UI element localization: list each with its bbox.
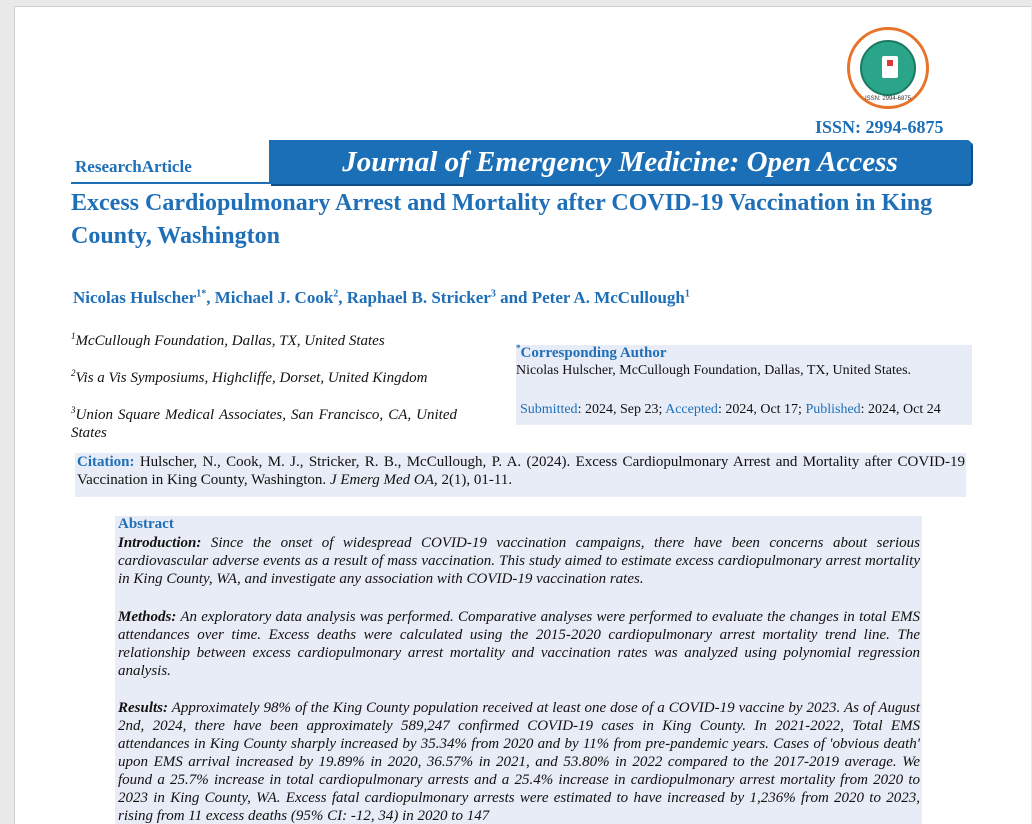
introduction-text: Since the onset of widespread COVID-19 vaccination campaigns, there have been concerns about serious cardiovascular adverse events as a result of mass vaccination. This study aimed to estimate excess cardiopulmonary arrest mortality in King County, WA, and investigate any association with COVID-19 vaccination rates. — [118, 535, 920, 587]
author-affiliation-mark: 1* — [196, 288, 207, 300]
article-title: Excess Cardiopulmonary Arrest and Mortality after COVID-19 Vaccination in King County, Washington — [71, 190, 933, 249]
corresponding-author-text: Nicolas Hulscher, McCullough Foundation, Dallas, TX, United States. — [516, 363, 912, 378]
author-name: Peter A. McCullough — [531, 288, 685, 307]
affiliation-mark: 1 — [71, 331, 76, 341]
corresponding-label: Corresponding Author — [520, 345, 667, 361]
results-label: Results: — [118, 700, 169, 716]
corresponding-mark: * — [516, 343, 521, 353]
citation — [77, 453, 965, 489]
author-separator: , — [206, 288, 215, 307]
affiliation-text: Union Square Medical Associates, San Francisco, CA, United States — [71, 407, 457, 441]
medical-cross-icon — [882, 56, 898, 78]
published-date: : 2024, Oct 24 — [860, 402, 941, 417]
affiliation-text: McCullough Foundation, Dallas, TX, United States — [75, 333, 385, 349]
accepted-label: Accepted — [665, 402, 718, 417]
journal-logo — [847, 27, 929, 109]
publication-dates — [520, 402, 941, 418]
document-page — [14, 6, 1031, 824]
author-affiliation-mark: 2 — [333, 288, 339, 300]
article-type-underline — [71, 182, 279, 184]
published-label: Published — [805, 402, 861, 417]
logo-issn: ISSN: 2994-6875 — [864, 96, 912, 102]
introduction-label: Introduction: — [118, 535, 202, 551]
affiliation-text: Vis a Vis Symposiums, Highcliffe, Dorset, United Kingdom — [75, 370, 428, 386]
affiliation-mark: 2 — [71, 368, 76, 378]
corresponding-author-heading — [516, 343, 667, 362]
submitted-label: Submitted — [520, 402, 578, 417]
methods-label: Methods: — [118, 609, 177, 625]
author-name: Raphael B. Stricker — [346, 288, 491, 307]
abstract-results — [118, 699, 920, 824]
author-name: Michael J. Cook — [214, 288, 334, 307]
citation-tail: 2(1), 01-11. — [437, 472, 513, 488]
citation-text: Hulscher, N., Cook, M. J., Stricker, R. B., McCullough, P. A. (2024). Excess Cardiopulmonary Arrest and Mortality after COVID-19 Vaccination in King County, Washington. — [77, 454, 965, 488]
author-affiliation-mark: 1 — [684, 288, 690, 300]
issn: ISSN: 2994-6875 — [815, 117, 944, 137]
affiliation-1 — [71, 327, 457, 350]
abstract-introduction — [118, 534, 920, 588]
author-name: Nicolas Hulscher — [73, 288, 197, 307]
submitted-date: : 2024, Sep 23; — [577, 402, 666, 417]
affiliation-mark: 3 — [71, 405, 76, 415]
methods-text: An exploratory data analysis was performed. Comparative analyses were performed to evaluate the changes in total EMS attendances over time. Excess deaths were calculated using the 2015-2020 cardiopulmonary arrest mortality trend line. The relationship between excess cardiopulmonary arrest mortality and vaccination rates was analyzed using polynomial regression analysis. — [118, 609, 920, 679]
article-type: ResearchArticle — [75, 157, 192, 176]
author-separator: and — [495, 288, 532, 307]
citation-journal: J Emerg Med OA, — [329, 472, 438, 488]
abstract-methods — [118, 608, 920, 680]
logo-emblem — [860, 40, 916, 96]
abstract-heading: Abstract — [118, 516, 174, 532]
accepted-date: : 2024, Oct 17; — [717, 402, 806, 417]
journal-name-banner: Journal of Emergency Medicine: Open Access — [269, 140, 971, 184]
affiliation-3 — [71, 401, 457, 442]
author-separator: , — [338, 288, 347, 307]
results-text: Approximately 98% of the King County population received at least one dose of a COVID-19 vaccine by 2023. As of August 2nd, 2024, there have been approximately 589,247 confirmed COVID-19 cases in King County. In 2021-2022, Total EMS attendances in King County sharply increased by 35.34% from 2020 and by 11% from pre-pandemic years. Cases of 'obvious death' upon EMS arrival increased by 19.89% in 2020, 36.57% in 2021, and 53.80% in 2022 compared to the 2017-2019 average. We found a 25.7% increase in total cardiopulmonary arrests and a 25.4% increase in cardiopulmonary arrest mortality from 2020 to 2023 in King County, WA. Excess fatal cardiopulmonary arrests were estimated to have increased by 1,236% from 2020 to 2023, rising from 11 excess deaths (95% CI: -12, 34) in 2020 to 147 — [118, 700, 920, 824]
author-affiliation-mark: 3 — [490, 288, 496, 300]
citation-label: Citation: — [77, 454, 135, 470]
author-list — [73, 288, 690, 308]
affiliation-2 — [71, 364, 457, 387]
